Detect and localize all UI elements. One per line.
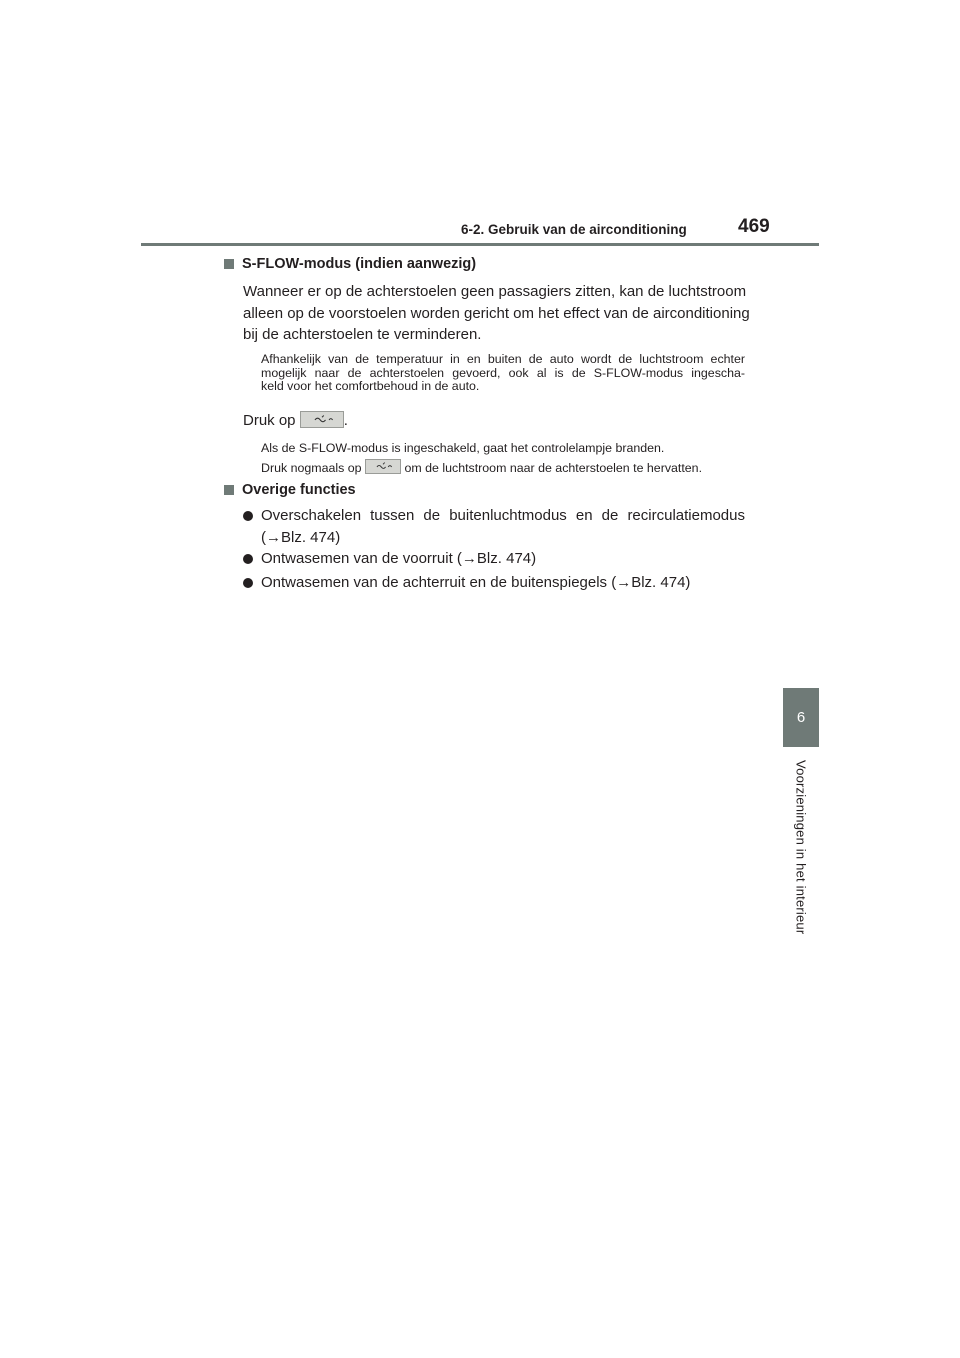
again-prefix: Druk nogmaals op [261, 460, 362, 475]
list-item [243, 572, 690, 594]
chapter-tab-label [783, 760, 819, 945]
chapter-title: Voorzieningen in het interieur [793, 760, 809, 935]
list-item [243, 505, 745, 548]
bullet-dot-icon [243, 511, 253, 521]
sflow-on-note: Als de S-FLOW-modus is ingeschakeld, gaat het controlelampje branden. [261, 441, 665, 455]
body-line: alleen op de voorstoelen worden gericht om het effect van de airconditioning [243, 304, 750, 322]
chapter-number: 6 [796, 709, 806, 726]
list-item-text: Ontwasemen van de voorruit (→Blz. 474) [261, 550, 537, 567]
square-bullet-icon [224, 259, 234, 269]
sflow-body [243, 281, 750, 346]
note-line: keld voor het comfortbehoud in de auto. [261, 379, 480, 393]
list-item [243, 548, 536, 570]
note-line: Afhankelijk van de temperatuur in en buiten de auto wordt de luchtstroom echter [261, 352, 745, 366]
header-divider [141, 243, 819, 246]
list-item-text: (→Blz. 474) [261, 528, 341, 546]
page-number: 469 [738, 216, 770, 237]
other-heading [224, 482, 356, 498]
press-suffix: . [343, 412, 348, 429]
chapter-tab [783, 688, 819, 747]
other-heading-text: Overige functies [242, 482, 356, 498]
sflow-again-note [261, 461, 702, 476]
sflow-note [261, 353, 745, 394]
again-suffix: om de luchtstroom naar de achterstoelen te hervatten. [404, 460, 703, 475]
body-line: bij de achterstoelen te verminderen. [243, 326, 482, 343]
sflow-heading [224, 256, 476, 272]
list-item-text: Ontwasemen van de achterruit en de buitenspiegels (→Blz. 474) [261, 574, 691, 591]
sflow-button-icon [300, 411, 344, 428]
square-bullet-icon [224, 485, 234, 495]
sflow-button-icon [365, 459, 401, 474]
list-item-text: Overschakelen tussen de buitenluchtmodus en de recirculatiemodus [261, 507, 745, 524]
section-title: 6-2. Gebruik van de airconditioning [461, 222, 687, 237]
note-line: mogelijk naar de achterstoelen gevoerd, ook al is de S-FLOW-modus ingescha- [261, 365, 745, 380]
bullet-dot-icon [243, 578, 253, 588]
press-instruction [243, 410, 348, 432]
sflow-heading-text: S-FLOW-modus (indien aanwezig) [242, 256, 477, 272]
press-prefix: Druk op [243, 412, 296, 429]
body-line: Wanneer er op de achterstoelen geen passagiers zitten, kan de luchtstroom [243, 283, 747, 300]
bullet-dot-icon [243, 554, 253, 564]
